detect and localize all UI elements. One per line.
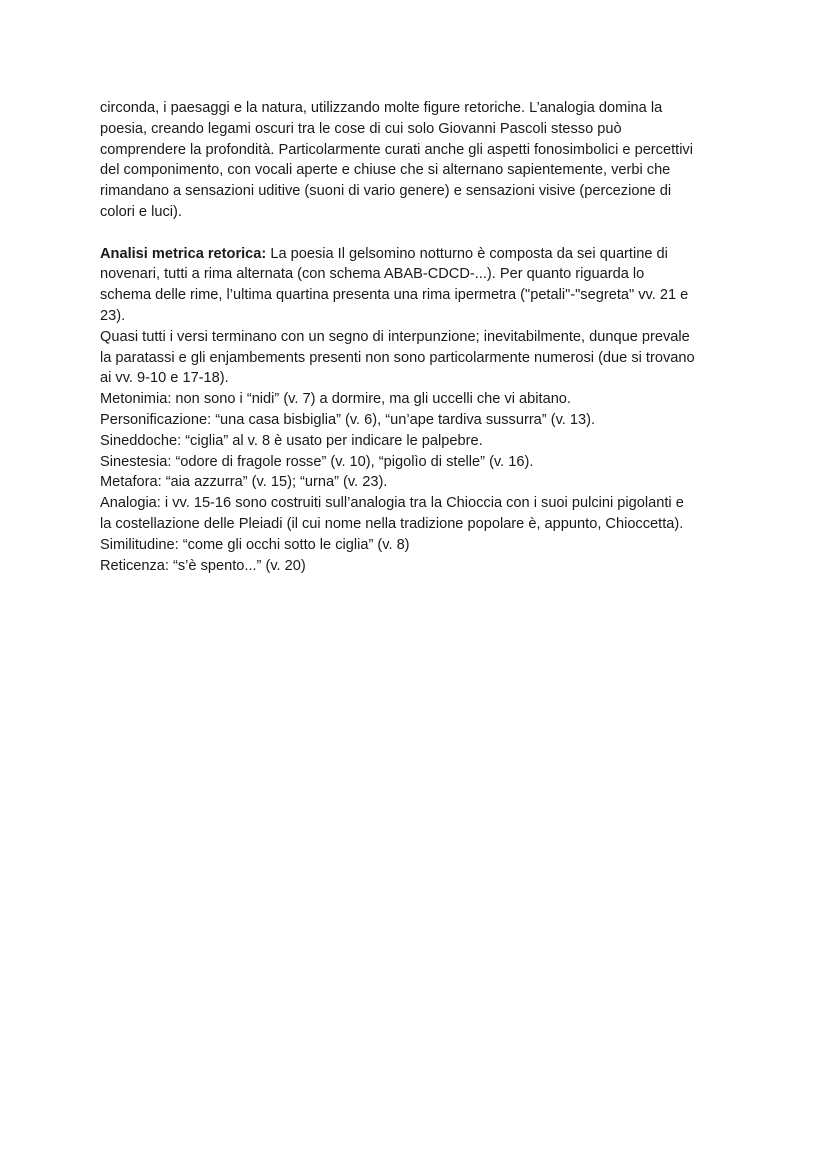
paragraph-gap bbox=[100, 223, 732, 244]
similitudine-line: Similitudine: “come gli occhi sotto le ciglia” (v. 8) bbox=[100, 536, 410, 553]
intro-paragraph bbox=[100, 98, 732, 223]
analysis-first-line bbox=[100, 244, 732, 265]
document-page bbox=[100, 98, 732, 576]
sineddoche-line: Sineddoche: “ciglia” al v. 8 è usato per indicare le palpebre. bbox=[100, 432, 483, 449]
analysis-line: Quasi tutti i versi terminano con un segno di interpunzione; inevitabilmente, dunque prevale bbox=[100, 328, 690, 345]
analysis-heading: Analisi metrica retorica: bbox=[100, 245, 267, 262]
analogia-line: Analogia: i vv. 15-16 sono costruiti sull’analogia tra la Chioccia con i suoi pulcini pigolanti e bbox=[100, 495, 684, 512]
intro-line: colori e luci). bbox=[100, 203, 182, 220]
personificazione-line: Personificazione: “una casa bisbiglia” (v. 6), “un’ape tardiva sussurra” (v. 13). bbox=[100, 411, 596, 428]
intro-line: del componimento, con vocali aperte e chiuse che si alternano sapientemente, verbi che bbox=[100, 162, 671, 179]
analysis-line: schema delle rime, l’ultima quartina presenta una rima ipermetra ("petali"-"segreta" vv. 21 e bbox=[100, 287, 689, 304]
metafora-line: Metafora: “aia azzurra” (v. 15); “urna” (v. 23). bbox=[100, 474, 388, 491]
analysis-line: 23). bbox=[100, 307, 126, 324]
intro-line: poesia, creando legami oscuri tra le cose di cui solo Giovanni Pascoli stesso può bbox=[100, 120, 622, 137]
reticenza-line: Reticenza: “s’è spento...” (v. 20) bbox=[100, 557, 306, 574]
intro-line: circonda, i paesaggi e la natura, utilizzando molte figure retoriche. L’analogia domina la bbox=[100, 100, 663, 116]
analysis-paragraph bbox=[100, 244, 732, 577]
analysis-line: la paratassi e gli enjambements presenti non sono particolarmente numerosi (due si trovano bbox=[100, 349, 695, 366]
analysis-first-line-text: La poesia Il gelsomino notturno è composta da sei quartine di bbox=[266, 245, 668, 262]
analysis-line: novenari, tutti a rima alternata (con schema ABAB-CDCD-...). Per quanto riguarda lo bbox=[100, 266, 645, 283]
intro-line: rimandano a sensazioni uditive (suoni di vario genere) e sensazioni visive (percezione di bbox=[100, 183, 672, 200]
analogia-line-continued: la costellazione delle Pleiadi (il cui nome nella tradizione popolare è, appunto, Chioccetta). bbox=[100, 515, 684, 532]
intro-line: comprendere la profondità. Particolarmente curati anche gli aspetti fonosimbolici e percettivi bbox=[100, 141, 693, 158]
sinestesia-line: Sinestesia: “odore di fragole rosse” (v. 10), “pigolìo di stelle” (v. 16). bbox=[100, 453, 534, 470]
analysis-line: ai vv. 9-10 e 17-18). bbox=[100, 370, 229, 387]
metonimia-line: Metonimia: non sono i “nidi” (v. 7) a dormire, ma gli uccelli che vi abitano. bbox=[100, 391, 571, 408]
